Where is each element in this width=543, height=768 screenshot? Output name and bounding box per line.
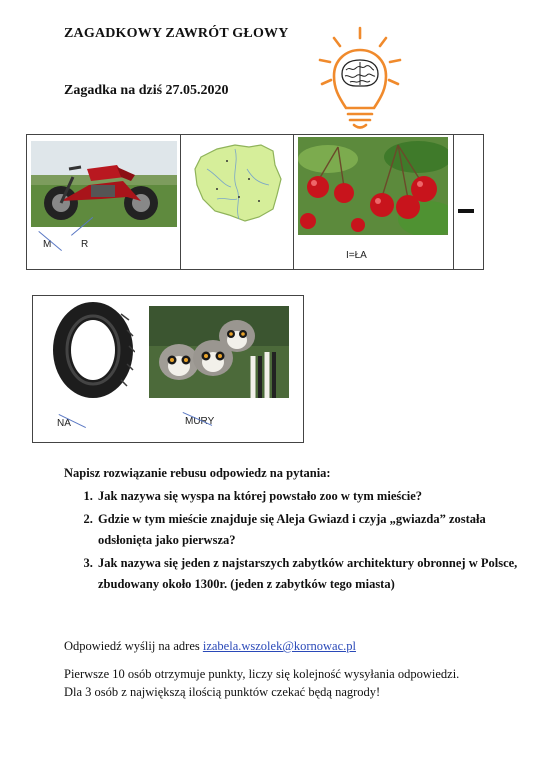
footer-notes [64, 665, 524, 701]
poland-map-image [187, 139, 287, 225]
motorcycle-image [31, 141, 177, 227]
cherry-cell [294, 135, 454, 269]
question-item: 1. Jak nazywa się wyspa na której powstało zoo w tym mieście? [96, 486, 526, 507]
letter-r: R [81, 239, 89, 250]
cherry-caption: I=ŁA [346, 250, 367, 261]
minus-sign [458, 209, 474, 213]
rebus-row-1 [26, 134, 484, 270]
contact-line [64, 639, 356, 654]
question-item: 2. Gdzie w tym mieście znajduje się Aleja Gwiazd i czyja „gwiazda” została odsłonięta jako pierwsza? [96, 509, 526, 551]
lemur-caption: MURY [185, 416, 215, 427]
lemurs-image [149, 306, 289, 398]
footer-line: Pierwsze 10 osób otrzymuje punkty, liczy się kolejność wysyłania odpowiedzi. [64, 667, 460, 681]
email-link[interactable]: izabela.wszolek@kornowac.pl [202, 639, 356, 653]
rebus-row-2 [32, 295, 304, 443]
letter-m: M [43, 239, 52, 250]
page-title: ZAGADKOWY ZAWRÓT GŁOWY [64, 26, 289, 41]
footer-line: Dla 3 osób z największą ilością punktów czekać będą nagrody! [64, 685, 381, 699]
question-list [66, 486, 526, 597]
riddle-date-heading: Zagadka na dziś 27.05.2020 [64, 83, 229, 98]
contact-prefix: Odpowiedź wyślij na adres [64, 639, 203, 653]
motorcycle-cell [27, 135, 181, 269]
instructions: Napisz rozwiązanie rebusu odpowiedz na pytania: [64, 466, 331, 480]
cherries-image [298, 137, 448, 235]
question-item: 3. Jak nazywa się jeden z najstarszych zabytków architektury obronnej w Polsce, zbudowany około 1300r. (jeden z zabytków tego miasta) [96, 553, 526, 595]
tire-caption: NA [57, 418, 71, 429]
tire-image [51, 300, 135, 400]
minus-cell [454, 135, 485, 269]
map-cell [181, 135, 294, 269]
lightbulb-brain-icon [312, 24, 408, 134]
